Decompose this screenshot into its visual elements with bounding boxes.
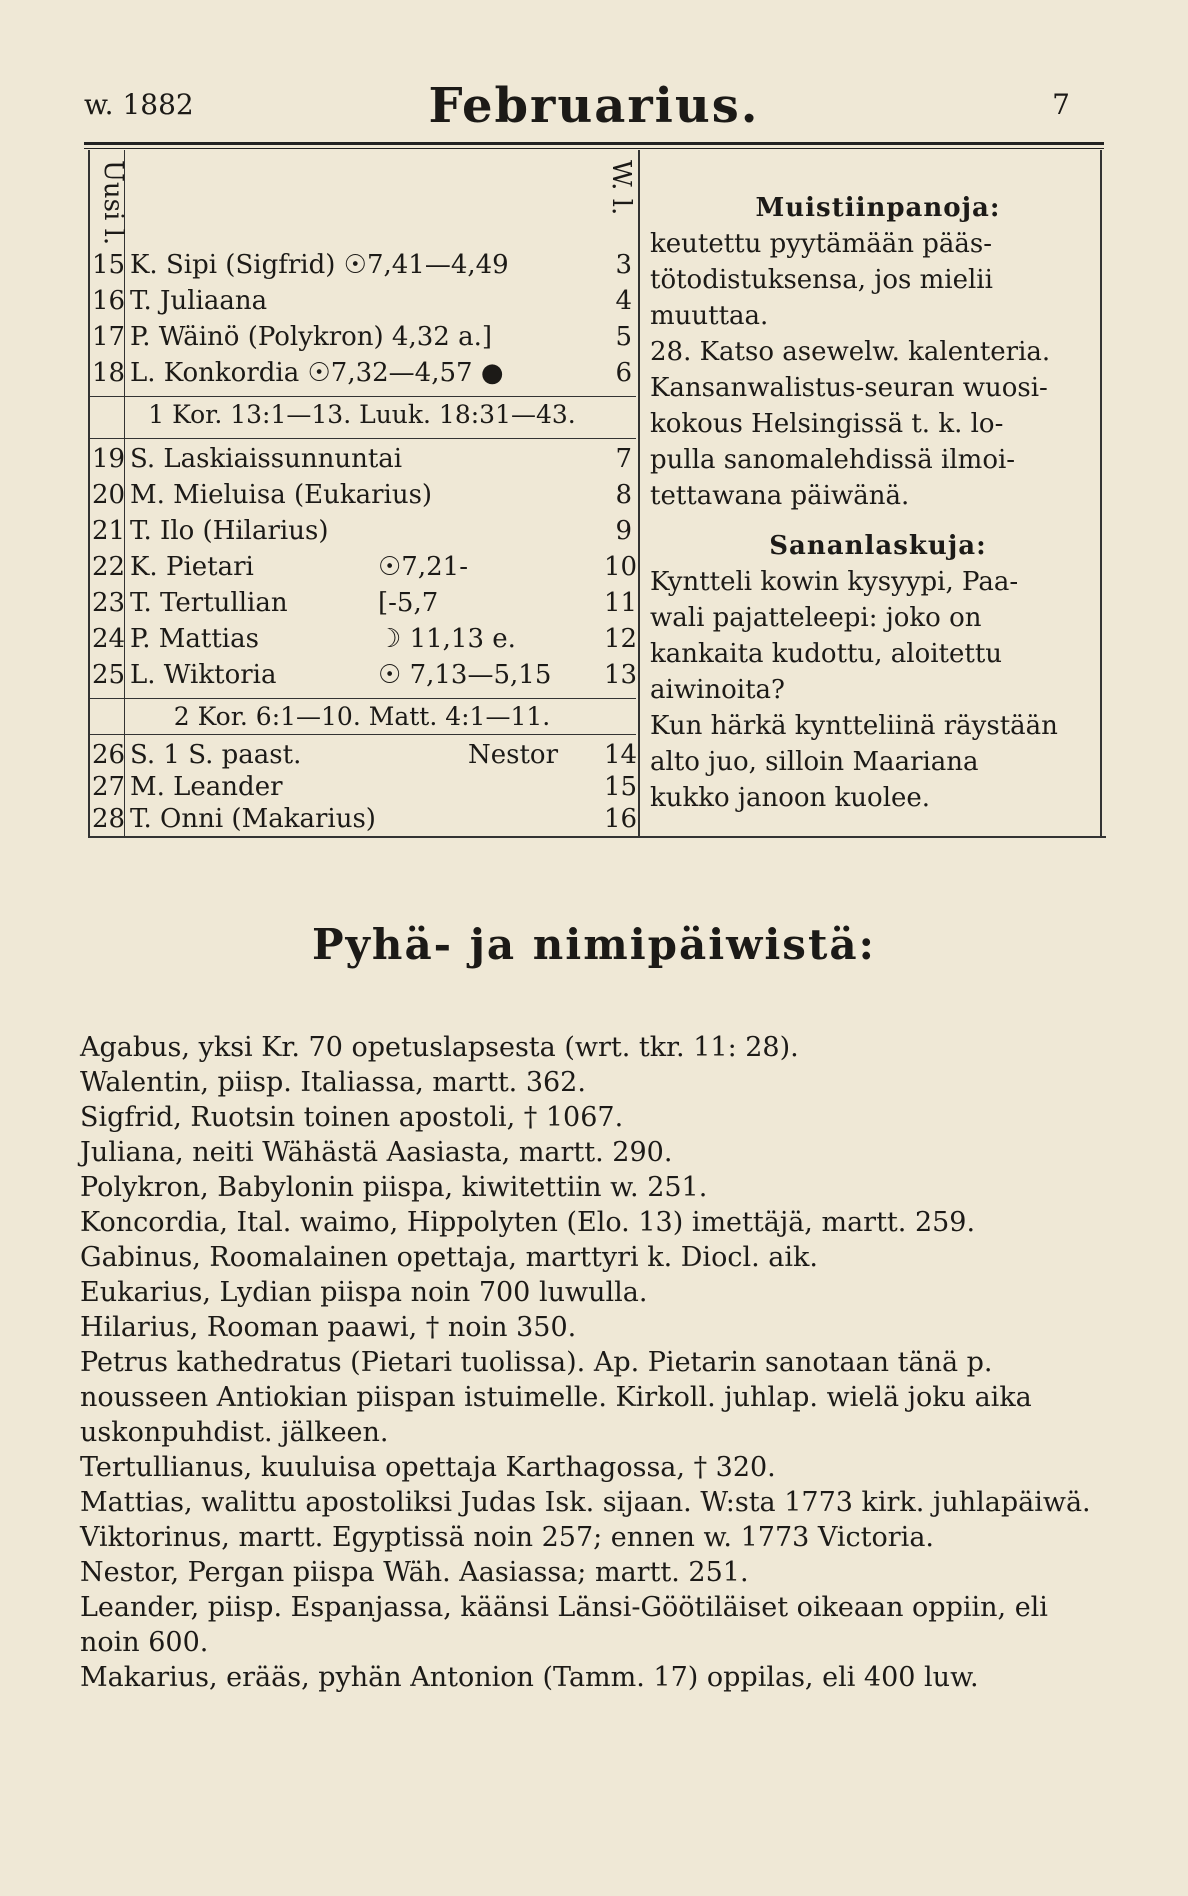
day-name: M. Mieluisa (Eukarius) [130,480,433,510]
notes-column [650,190,1106,816]
week-number: 15 [604,772,638,802]
day-name: K. Sipi (Sigfrid) ☉7,41—4,49 [130,250,509,280]
day-number: 15 [92,250,126,280]
day-extra: [-5,7 [378,588,439,618]
day-number: 25 [92,660,126,690]
day-name: L. Wiktoria [130,660,277,690]
week-number: 10 [604,552,638,582]
week-number: 13 [604,660,638,690]
day-number: 26 [92,740,126,770]
notes-line: kokous Helsingissä t. k. lo- [650,409,1004,439]
day-number: 23 [92,588,126,618]
day-name: K. Pietari [130,552,254,582]
day-extra: ☽ 11,13 e. [378,624,516,654]
saint-entry: Tertullianus, kuuluisa opettaja Karthagossa, † 320. [80,1452,776,1483]
week-number: 4 [615,286,632,316]
row-divider [88,396,636,397]
notes-line: 28. Katso asewelw. kalenteria. [650,337,1051,367]
day-extra: ☉7,21- [378,552,468,582]
row-divider [88,698,636,699]
day-name: M. Leander [130,772,283,802]
calendar-row [88,772,636,808]
proverb-line: kankaita kudottu, aloitettu [650,639,1003,669]
notes-line: tettawana päiwänä. [650,481,910,511]
saints-list [80,1030,1110,1695]
notes-line: Kansanwalistus-seuran wuosi- [650,373,1048,403]
calendar-row [88,588,636,624]
saint-entry: Sigfrid, Ruotsin toinen apostoli, † 1067. [80,1102,624,1133]
notes-line: keutettu pyytämään pääs- [650,229,993,259]
saint-entry: Walentin, piisp. Italiassa, martt. 362. [80,1067,586,1098]
proverb-line: alto juo, silloin Maariana [650,747,979,777]
week-number: 11 [604,588,638,618]
day-number: 24 [92,624,126,654]
day-number: 18 [92,358,126,388]
saint-entry: Agabus, yksi Kr. 70 opetuslapsesta (wrt. tkr. 11: 28). [80,1032,799,1063]
saint-entry: Makarius, erääs, pyhän Antonion (Tamm. 17) oppilas, eli 400 luw. [80,1662,979,1693]
row-divider [88,438,636,439]
saint-entry: Polykron, Babylonin piispa, kiwitettiin w. 251. [80,1172,708,1203]
week-number: 8 [615,480,632,510]
page-title: Februarius. [428,78,760,134]
calendar-row [88,286,636,322]
proverbs-heading: Sananlaskuja: [769,531,987,561]
day-name: T. Onni (Makarius) [130,804,376,834]
week-number: 5 [615,322,632,352]
week-number: 14 [604,740,638,770]
proverb-line: wali pajatteleepi: joko on [650,603,982,633]
proverb-line: Kyntteli kowin kysyypi, Paa- [650,567,1019,597]
saint-entry: Juliana, neiti Wähästä Aasiasta, martt. 290. [80,1137,673,1168]
saints-section-title: Pyhä- ja nimipäiwistä: [311,920,877,969]
week-summary: 1 Kor. 13:1—13. Luuk. 18:31—43. [148,400,576,429]
proverb-line: Kun härkä kyntteliinä räystään [650,711,1058,741]
day-number: 17 [92,322,126,352]
saint-entry: Gabinus, Roomalainen opettaja, marttyri k. Diocl. aik. [80,1242,818,1273]
saint-entry: Eukarius, Lydian piispa noin 700 luwulla. [80,1277,648,1308]
day-number: 27 [92,772,126,802]
notes-line: pulla sanomalehdissä ilmoi- [650,445,1016,475]
day-number: 20 [92,480,126,510]
saint-entry: Hilarius, Rooman paawi, † noin 350. [80,1312,577,1343]
header-rule-thin [84,148,1104,149]
calendar-row [88,322,636,358]
notes-bottom-rule [636,836,1106,838]
day-name: L. Konkordia ☉7,32—4,57 ● [130,358,504,388]
page-number: 7 [1052,88,1070,121]
calendar-row [88,804,636,840]
saint-entry: Nestor, Pergan piispa Wäh. Aasiassa; martt. 251. [80,1557,749,1588]
calendar-row [88,552,636,588]
calendar-row [88,250,636,286]
header-rule [84,142,1104,145]
calendar-row [88,740,636,776]
day-number: 22 [92,552,126,582]
header-year: w. 1882 [84,88,194,121]
day-name: S. Laskiaissunnuntai [130,444,403,474]
week-number: 6 [615,358,632,388]
notes-heading: Muistiinpanoja: [755,193,1001,223]
saint-entry: Mattias, walittu apostoliksi Judas Isk. sijaan. W:sta 1773 kirk. juhlapäiwä. [80,1487,1091,1518]
proverb-line: aiwinoita? [650,675,785,705]
day-name: P. Wäinö (Polykron) 4,32 a.] [130,322,492,352]
day-name: P. Mattias [130,624,259,654]
week-number: 7 [615,444,632,474]
saint-entry: Leander, piisp. Espanjassa, käänsi Länsi-Göötiläiset oikeaan oppiin, eli noin 600. [80,1592,1048,1658]
day-column-label: Uusi l. [98,160,128,246]
calendar-row [88,480,636,516]
day-extra: ☉ 7,13—5,15 [378,660,552,690]
calendar-row [88,660,636,696]
day-name: T. Juliaana [130,286,268,316]
day-number: 16 [92,286,126,316]
saint-entry: Petrus kathedratus (Pietari tuolissa). Ap. Pietarin sanotaan tänä p. nousseen Antiokian piispan istuimelle. Kirkoll. juhlap. wielä joku aika uskonpuhdist. jälkeen. [80,1347,1032,1448]
week-number: 3 [615,250,632,280]
calendar-row [88,444,636,480]
day-number: 19 [92,444,126,474]
week-number: 12 [604,624,638,654]
calendar-row [88,516,636,552]
week-column-label: W. l. [606,160,636,216]
saint-entry: Koncordia, Ital. waimo, Hippolyten (Elo. 13) imettäjä, martt. 259. [80,1207,976,1238]
proverb-line: kukko janoon kuolee. [650,783,931,813]
day-number: 21 [92,516,126,546]
day-name: T. Ilo (Hilarius) [130,516,329,546]
week-number: 9 [615,516,632,546]
week-summary: 2 Kor. 6:1—10. Matt. 4:1—11. [173,702,551,731]
notes-line: muuttaa. [650,301,769,331]
calendar-row [88,624,636,660]
day-name: T. Tertullian [130,588,288,618]
calendar-row [88,358,636,394]
day-extra: Nestor [468,740,559,770]
notes-line: tötodistuksensa, jos mielii [650,265,993,295]
saint-entry: Viktorinus, martt. Egyptissä noin 257; ennen w. 1773 Victoria. [80,1522,934,1553]
week-number: 16 [604,804,638,834]
day-number: 28 [92,804,126,834]
row-divider [88,734,636,735]
day-name: S. 1 S. paast. [130,740,302,770]
